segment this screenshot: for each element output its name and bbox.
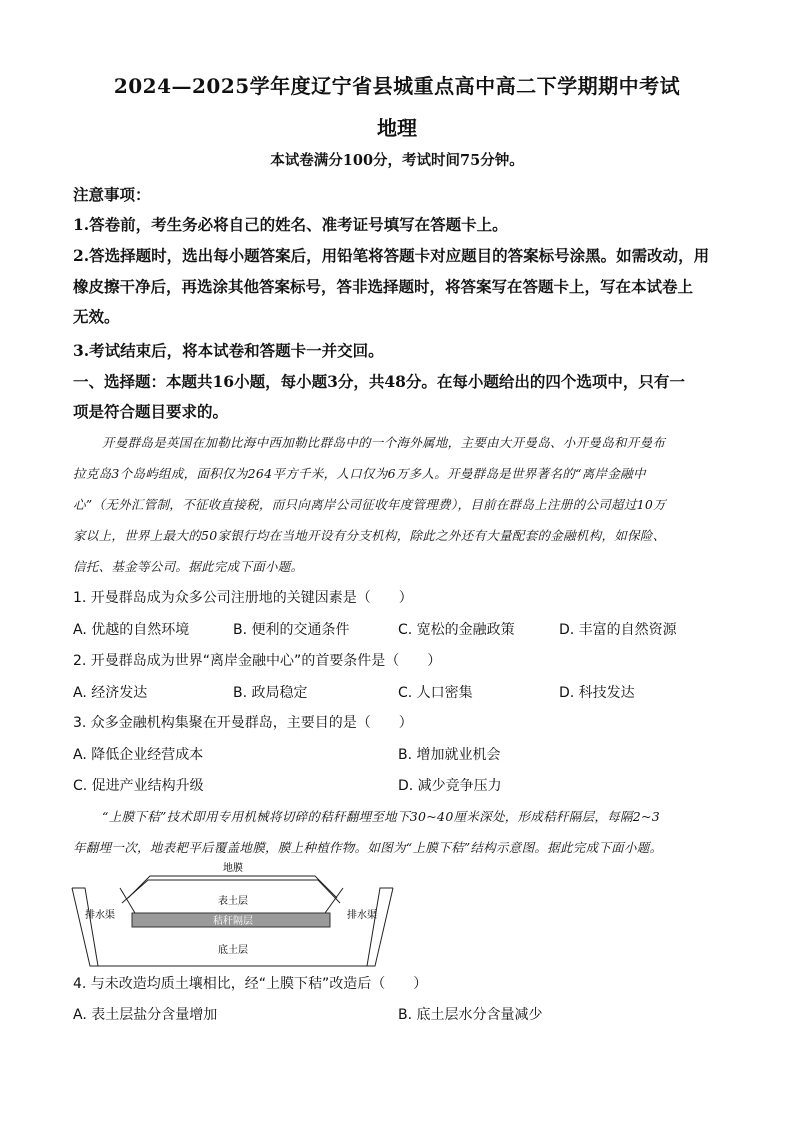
subject-title: 地理 [377,116,417,140]
exam-title: 2024—2025学年度辽宁省县城重点高中高二下学期期中考试 [113,74,681,98]
drain-right-label: 排水渠 [347,910,377,921]
passage-1-line-5: 信托、基金等公司。据此完成下面小题。 [73,559,304,574]
notes-item-2-line-1: 2.答选择题时，选出每小题答案后，用铅笔将答题卡对应题目的答案标号涂黑。如需改动，用 [73,246,710,265]
drain-left-label: 排水渠 [85,910,115,921]
question-3-option-a[interactable]: A. 降低企业经营成本 [73,747,204,763]
exam-info: 本试卷满分100分，考试时间75分钟。 [270,152,524,169]
section-heading-line-2: 项是符合题目要求的。 [73,402,229,421]
question-2-option-a[interactable]: A. 经济发达 [73,685,148,701]
question-1-option-d[interactable]: D. 丰富的自然资源 [559,622,677,638]
question-2-option-c[interactable]: C. 人口密集 [398,685,473,701]
question-3-option-b[interactable]: B. 增加就业机会 [398,747,501,763]
topsoil-label: 表土层 [218,896,248,907]
straw-layer-label: 秸秆隔层 [213,916,253,927]
question-3-stem: 3. 众多金融机构集聚在开曼群岛，主要目的是（ ） [73,715,413,731]
question-1-option-b[interactable]: B. 便利的交通条件 [233,622,350,638]
film-over-straw-diagram [70,858,400,968]
drain-left-wall [72,888,98,966]
subsoil-label: 底土层 [218,945,248,956]
notes-item-1: 1.答卷前，考生务必将自己的姓名、准考证号填写在答题卡上。 [73,215,508,234]
question-2-option-b[interactable]: B. 政局稳定 [233,685,308,701]
notes-item-3: 3.考试结束后，将本试卷和答题卡一并交回。 [73,341,384,360]
section-heading-line-1: 一、选择题：本题共16小题，每小题3分，共48分。在每小题给出的四个选项中，只有一 [73,372,685,391]
notes-heading: 注意事项： [73,185,151,204]
passage-1-line-4: 家以上，世界上最大的50家银行均在当地开设有分支机构，除此之外还有大量配套的金融机构，如保险、 [73,528,666,543]
passage-2-line-2: 年翻埋一次，地表耙平后覆盖地膜，膜上种植作物。如图为“上膜下秸”结构示意图。据此完成下面小题。 [73,840,663,855]
film-edge-upper [128,876,337,898]
passage-1-line-3: 心”（无外汇管制，不征收直接税，而只向离岸公司征收年度管理费），目前在群岛上注册的公司超过10万 [73,497,666,512]
notes-item-2-line-2: 橡皮擦干净后，再选涂其他答案标号，答非选择题时，将答案写在答题卡上，写在本试卷上 [73,277,694,296]
question-1-option-c[interactable]: C. 宽松的金融政策 [398,622,515,638]
question-1-stem: 1. 开曼群岛成为众多公司注册地的关键因素是（ ） [73,590,413,606]
question-4-option-b[interactable]: B. 底土层水分含量减少 [398,1007,543,1023]
question-1-option-a[interactable]: A. 优越的自然环境 [73,622,190,638]
question-2-stem: 2. 开曼群岛成为世界“离岸金融中心”的首要条件是（ ） [73,653,442,669]
passage-1-line-2: 拉克岛3个岛屿组成，面积仅为264平方千米，人口仅为6万多人。开曼群岛是世界著名的“离岸金融中 [73,466,646,481]
question-2-option-d[interactable]: D. 科技发达 [559,685,635,701]
film-label: 地膜 [223,863,243,874]
passage-1-line-1: 开曼群岛是英国在加勒比海中西加勒比群岛中的一个海外属地，主要由大开曼岛、小开曼岛和开曼布 [102,435,666,450]
notes-item-2-line-3: 无效。 [73,307,120,326]
question-4-stem: 4. 与未改造均质土壤相比，经“上膜下秸”改造后（ ） [73,976,428,992]
passage-2-line-1: “上膜下秸”技术即用专用机械将切碎的秸秆翻埋至地下30~40厘米深处，形成秸秆隔层，每隔2~3 [102,809,661,824]
question-3-option-d[interactable]: D. 减少竞争压力 [398,778,502,794]
question-3-option-c[interactable]: C. 促进产业结构升级 [73,778,204,794]
question-4-option-a[interactable]: A. 表土层盐分含量增加 [73,1007,218,1023]
drain-right-wall [367,888,393,966]
